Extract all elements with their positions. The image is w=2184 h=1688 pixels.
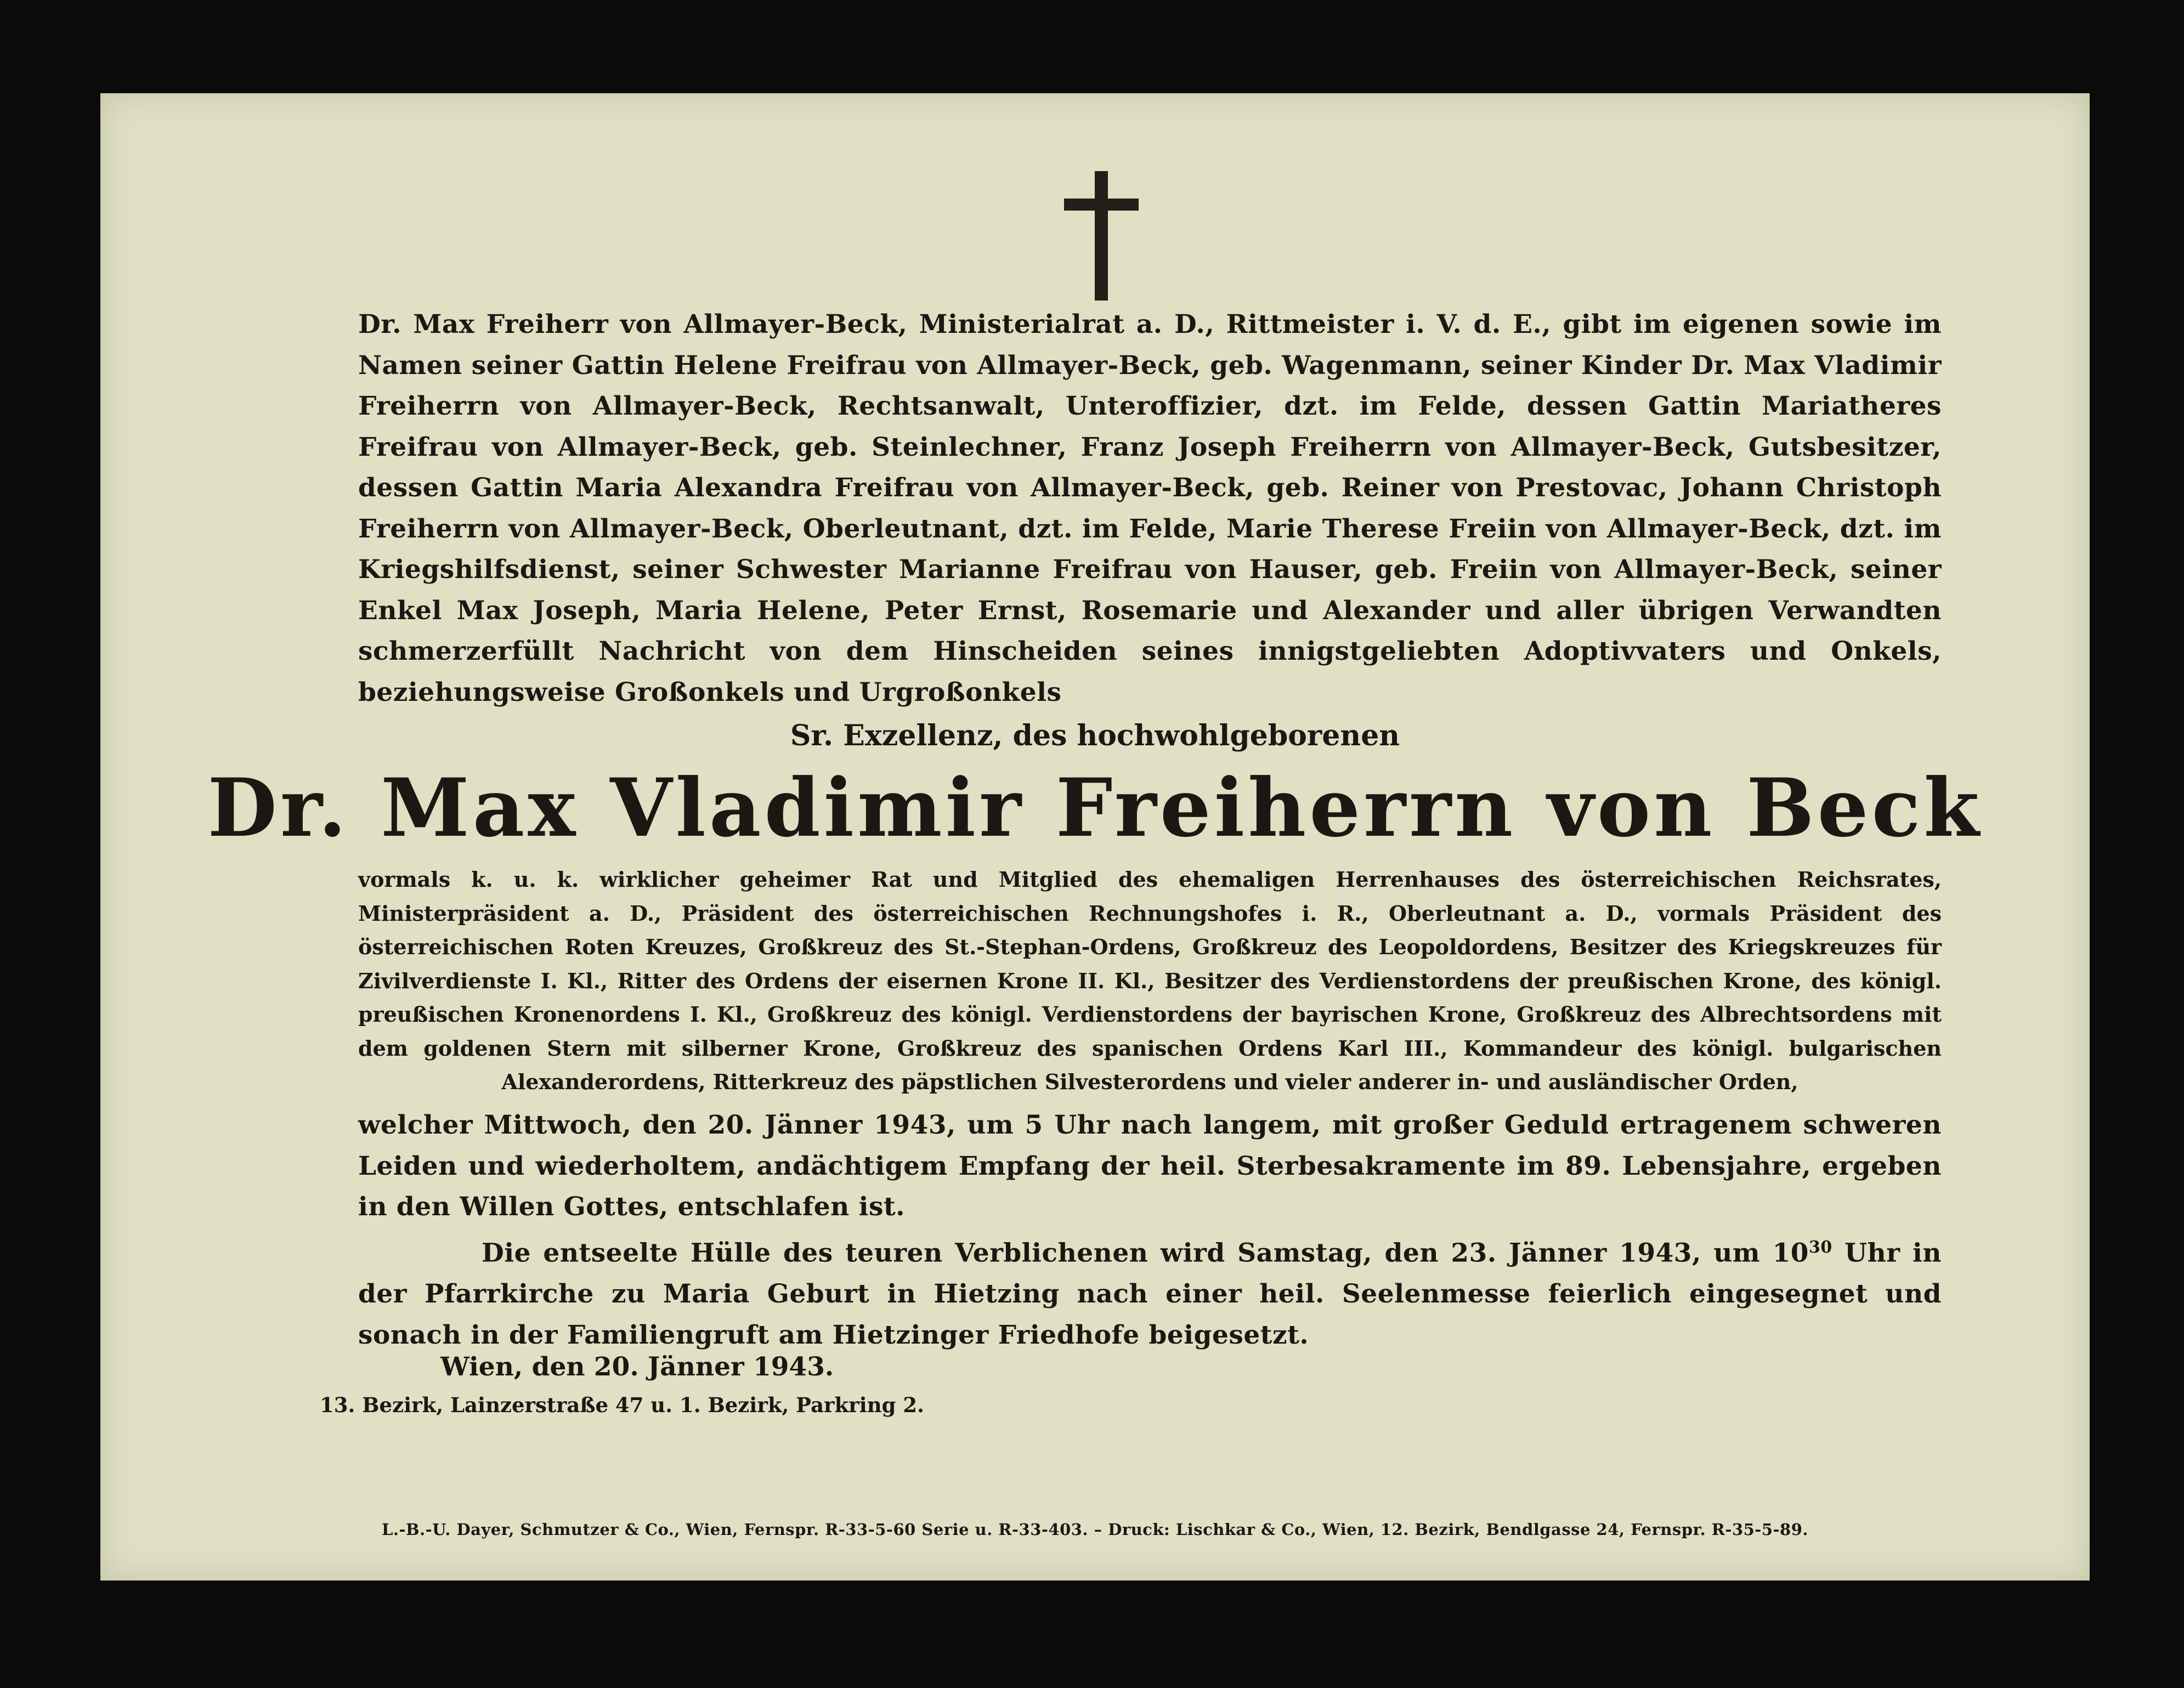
death-notice-sheet <box>100 93 2090 1581</box>
intro-paragraph: Dr. Max Freiherr von Allmayer-Beck, Ministerialrat a. D., Rittmeister i. V. d. E., gibt im eigenen sowie im Namen seiner Gattin Helene Freifrau von Allmayer-Beck, geb. Wagenmann, seiner Kinder Dr. Max Vladimir Freiherrn von Allmayer-Beck, Rechtsanwalt, Unteroffizier, dzt. im Felde, dessen Gattin Mariatheres Freifrau von Allmayer-Beck, geb. Steinlechner, Franz Joseph Freiherrn von Allmayer-Beck, Gutsbesitzer, dessen Gattin Maria Alexandra Freifrau von Allmayer-Beck, geb. Reiner von Prestovac, Johann Christoph Freiherrn von Allmayer-Beck, Oberleutnant, dzt. im Felde, Marie Therese Freiin von Allmayer-Beck, dzt. im Kriegshilfsdienst, seiner Schwester Marianne Freifrau von Hauser, geb. Freiin von Allmayer-Beck, seiner Enkel Max Joseph, Maria Helene, Peter Ernst, Rosemarie und Alexander und aller übrigen Verwandten schmerzerfüllt Nachricht von dem Hinscheiden seines innigstgeliebten Adoptivvaters und Onkels, beziehungsweise Großonkels und Urgroßonkels <box>358 309 1942 707</box>
cross-icon <box>1064 171 1139 301</box>
excellency-line: Sr. Exzellenz, des hochwohlgeborenen <box>790 719 1400 752</box>
dateline: Wien, den 20. Jänner 1943. <box>440 1352 834 1382</box>
address-line: 13. Bezirk, Lainzerstraße 47 u. 1. Bezirk, Parkring 2. <box>320 1393 925 1417</box>
funeral-text-start: Die entseelte Hülle des teuren Verblichenen wird Samstag, den 23. Jänner 1943, um 10 <box>482 1238 1809 1268</box>
funeral-paragraph <box>358 1227 1942 1356</box>
funeral-text-end: Uhr in der Pfarrkirche zu Maria Geburt in Hietzing nach einer heil. Seelenmesse feierlich eingesegnet und sonach in der Familiengruft am Hietzinger Friedhofe beigesetzt. <box>358 1238 1942 1350</box>
funeral-time-minutes: 30 <box>1808 1238 1832 1257</box>
printer-footer: L.-B.-U. Dayer, Schmutzer & Co., Wien, Fernspr. R-33-5-60 Serie u. R-33-403. – Druck: Lischkar & Co., Wien, 12. Bezirk, Bendlgasse 24, Fernspr. R-35-5-89. <box>381 1520 1809 1539</box>
deceased-name: Dr. Max Vladimir Freiherrn von Beck <box>207 761 1983 855</box>
titles-paragraph: vormals k. u. k. wirklicher geheimer Rat und Mitglied des ehemaligen Herrenhauses des österreichischen Reichsrates, Ministerpräsident a. D., Präsident des österreichischen Rechnungshofes i. R., Oberleutnant a. D., vormals Präsident des österreichischen Roten Kreuzes, Großkreuz des St.-Stephan-Ordens, Großkreuz des Leopoldordens, Besitzer des Kriegskreuzes für Zivilverdienste I. Kl., Ritter des Ordens der eisernen Krone II. Kl., Besitzer des Verdienstordens der preußischen Krone, des königl. preußischen Kronenordens I. Kl., Großkreuz des königl. Verdienstordens der bayrischen Krone, Großkreuz des Albrechtsordens mit dem goldenen Stern mit silberner Krone, Großkreuz des spanischen Ordens Karl III., Kommandeur des königl. bulgarischen Alexanderordens, Ritterkreuz des päpstlichen Silvesterordens und vieler anderer in- und ausländischer Orden, <box>358 867 1942 1094</box>
death-paragraph: welcher Mittwoch, den 20. Jänner 1943, um 5 Uhr nach langem, mit großer Geduld ertragenem schweren Leiden und wiederholtem, andächtigem Empfang der heil. Sterbesakramente im 89. Lebensjahre, ergeben in den Willen Gottes, entschlafen ist. <box>358 1110 1942 1222</box>
